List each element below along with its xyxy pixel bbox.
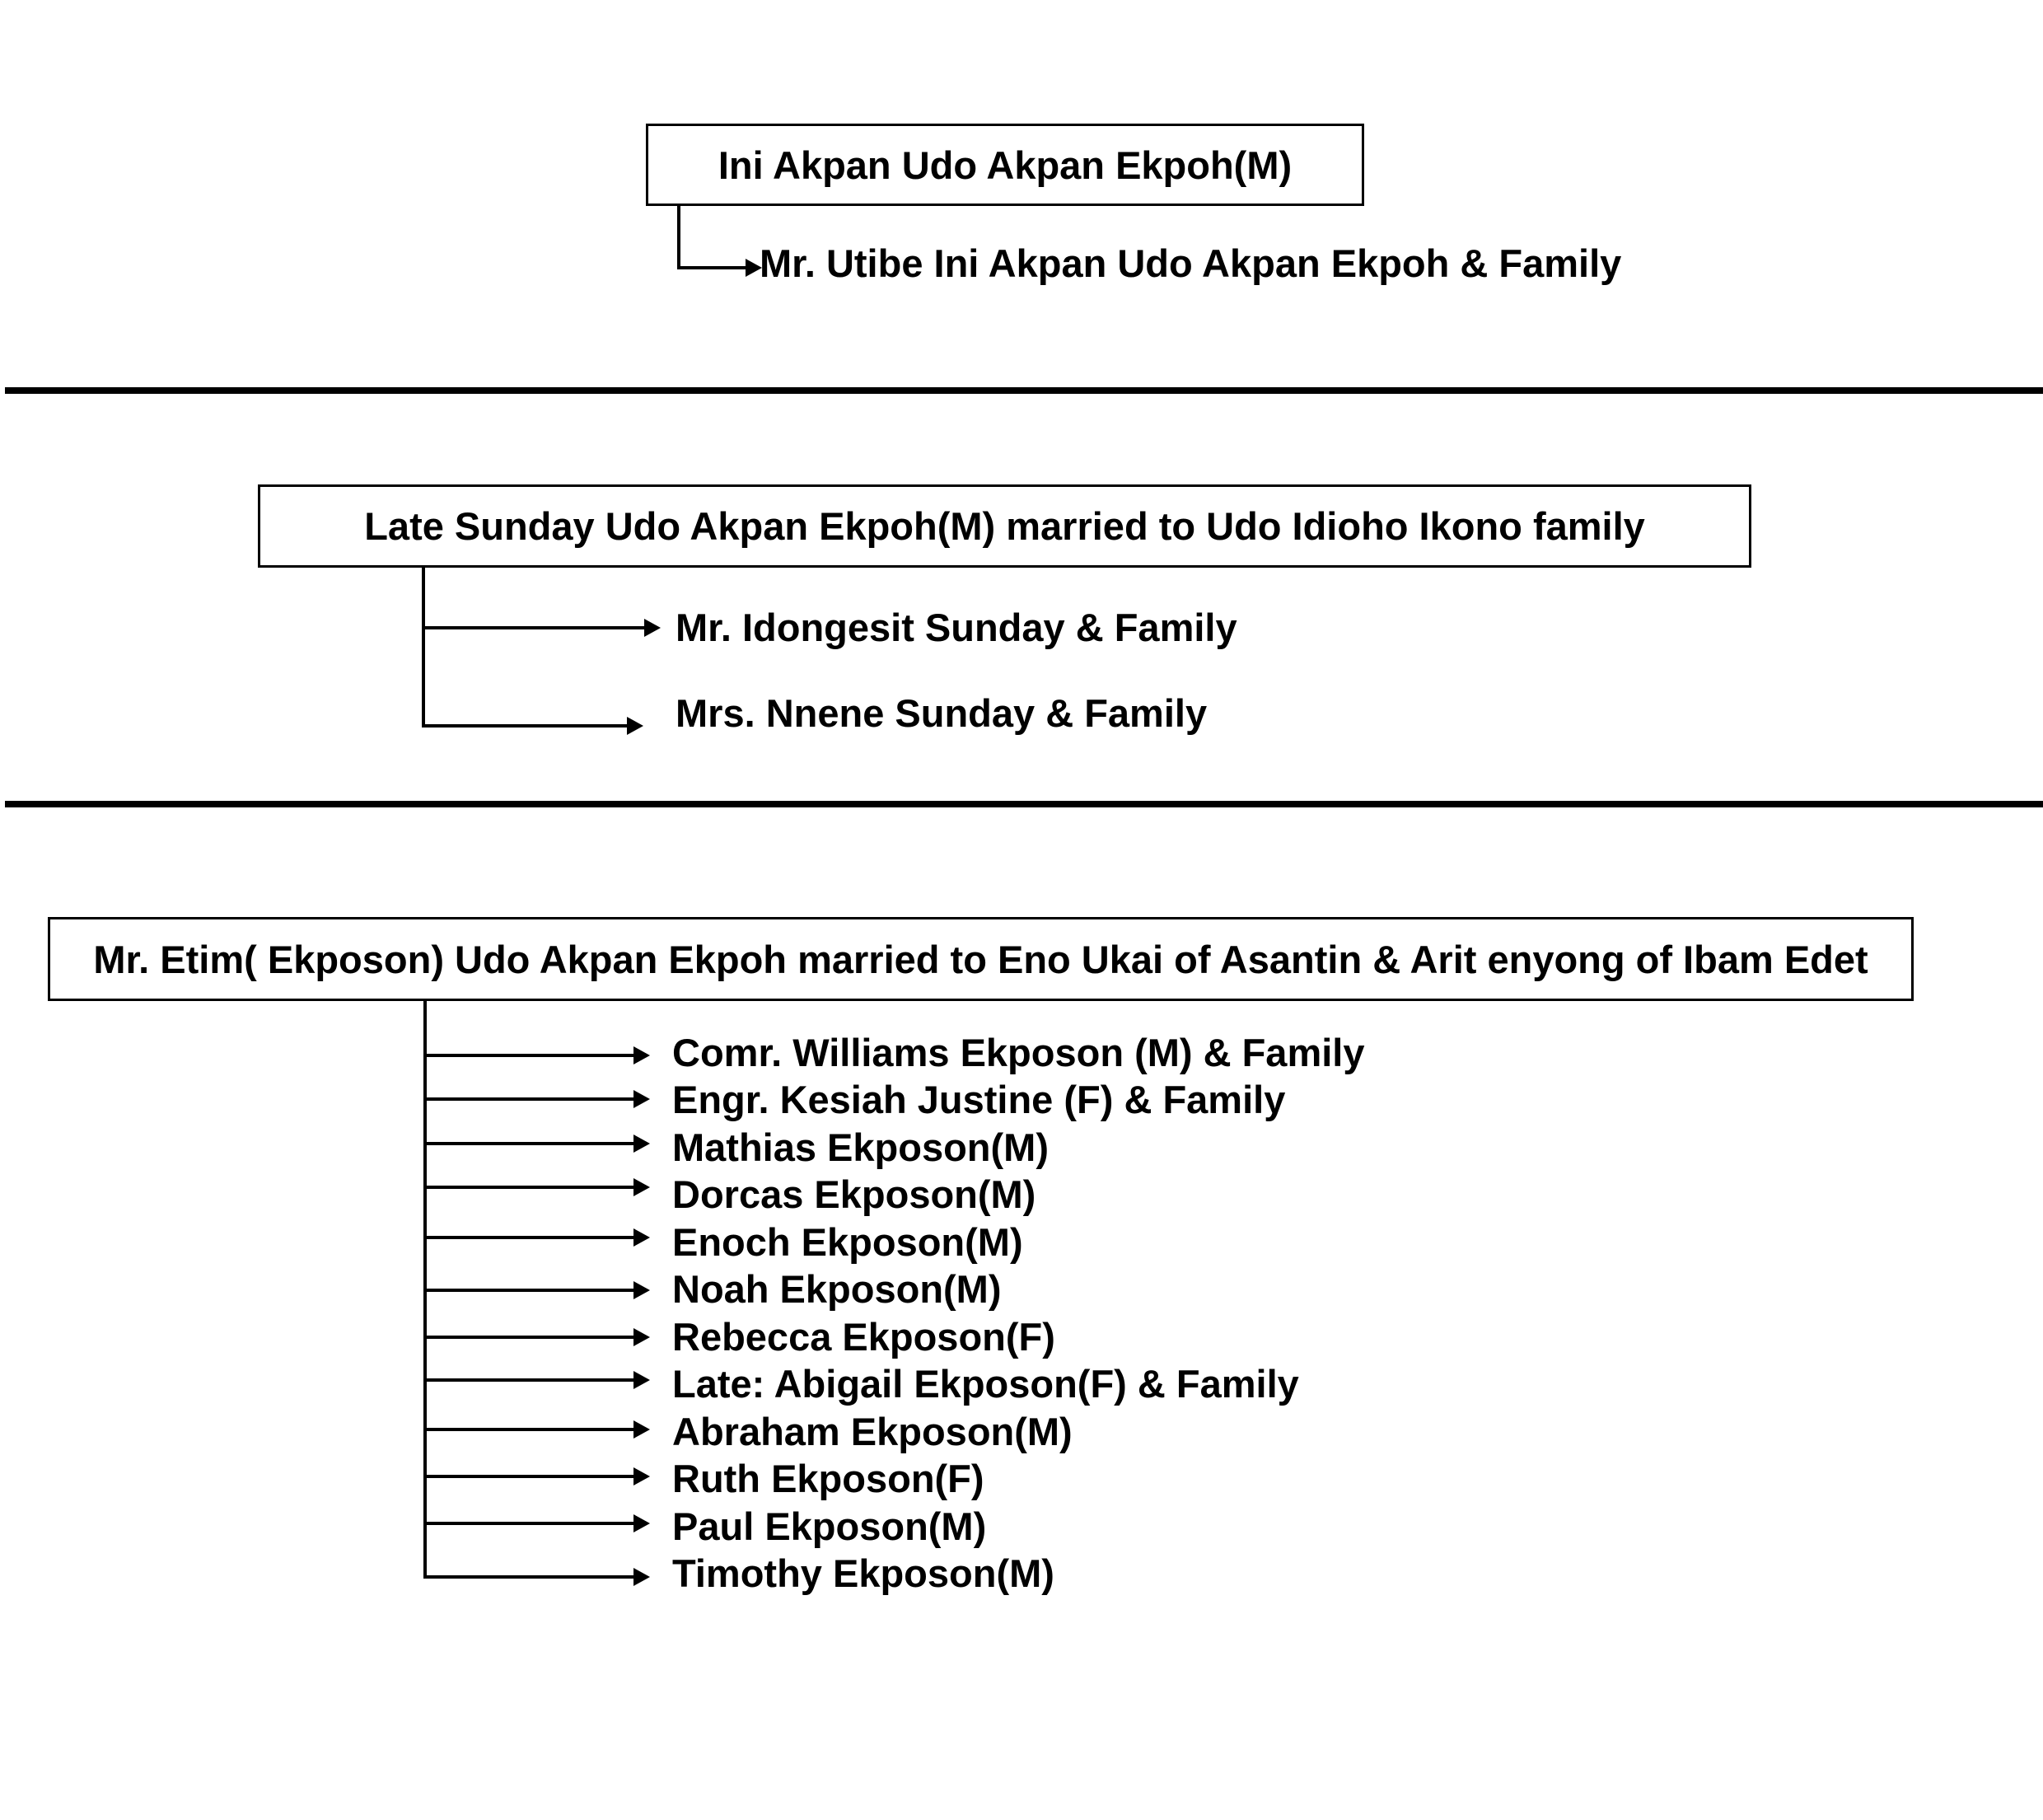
arrow-icon [633,1371,650,1389]
connector-horizontal [423,1378,636,1382]
arrow-icon [633,1135,650,1153]
arrow-icon [633,1178,650,1196]
connector-horizontal [422,626,647,629]
connector-vertical [422,568,425,728]
child-label: Ruth Ekposon(F) [672,1457,984,1500]
child-label: Late: Abigail Ekposon(F) & Family [672,1362,1299,1406]
section-divider [5,801,2043,807]
arrow-icon [633,1281,650,1299]
parent-label-etim: Mr. Etim( Ekposon) Udo Akpan Ekpoh married to Eno Ukai of Asantin & Arit enyong of Ibam Edet [93,937,1868,981]
connector-horizontal [423,1289,636,1292]
child-label: Paul Ekposon(M) [672,1504,987,1548]
arrow-icon [633,1420,650,1439]
section-divider [5,387,2043,394]
child-label: Dorcas Ekposon(M) [672,1172,1036,1216]
connector-vertical [677,206,680,269]
arrow-icon [633,1090,650,1108]
connector-horizontal [423,1054,636,1057]
child-label: Engr. Kesiah Justine (F) & Family [672,1078,1286,1121]
child-label: Mathias Ekposon(M) [672,1125,1049,1169]
arrow-icon [633,1228,650,1247]
connector-horizontal [423,1186,636,1189]
parent-box-ini-akpan [646,124,1364,206]
arrow-icon [633,1568,650,1586]
parent-label-ini-akpan: Ini Akpan Udo Akpan Ekpoh(M) [718,143,1293,187]
arrow-icon [627,717,643,735]
parent-box-sunday [258,484,1751,568]
connector-horizontal [677,266,748,269]
child-label: Timothy Ekposon(M) [672,1551,1054,1595]
arrow-icon [644,619,661,637]
child-label: Rebecca Ekposon(F) [672,1315,1055,1359]
connector-horizontal [423,1336,636,1339]
connector-horizontal [422,724,629,728]
connector-horizontal [423,1236,636,1239]
connector-horizontal [423,1097,636,1101]
connector-horizontal [423,1142,636,1145]
child-label: Comr. Williams Ekposon (M) & Family [672,1031,1365,1074]
connector-horizontal [423,1428,636,1431]
arrow-icon [633,1046,650,1064]
child-label: Abraham Ekposon(M) [672,1410,1073,1453]
arrow-icon [633,1514,650,1532]
child-label: Mr. Utibe Ini Akpan Udo Akpan Ekpoh & Family [760,241,1622,285]
parent-box-etim [48,917,1914,1001]
arrow-icon [633,1328,650,1346]
arrow-icon [633,1467,650,1485]
child-label: Mrs. Nnene Sunday & Family [676,691,1208,735]
child-label: Enoch Ekposon(M) [672,1220,1023,1264]
parent-label-sunday: Late Sunday Udo Akpan Ekpoh(M) married to Udo Idioho Ikono family [364,504,1645,548]
connector-horizontal [423,1522,636,1525]
connector-horizontal [423,1475,636,1478]
connector-horizontal [423,1575,636,1579]
child-label: Mr. Idongesit Sunday & Family [676,606,1237,649]
child-label: Noah Ekposon(M) [672,1267,1002,1311]
